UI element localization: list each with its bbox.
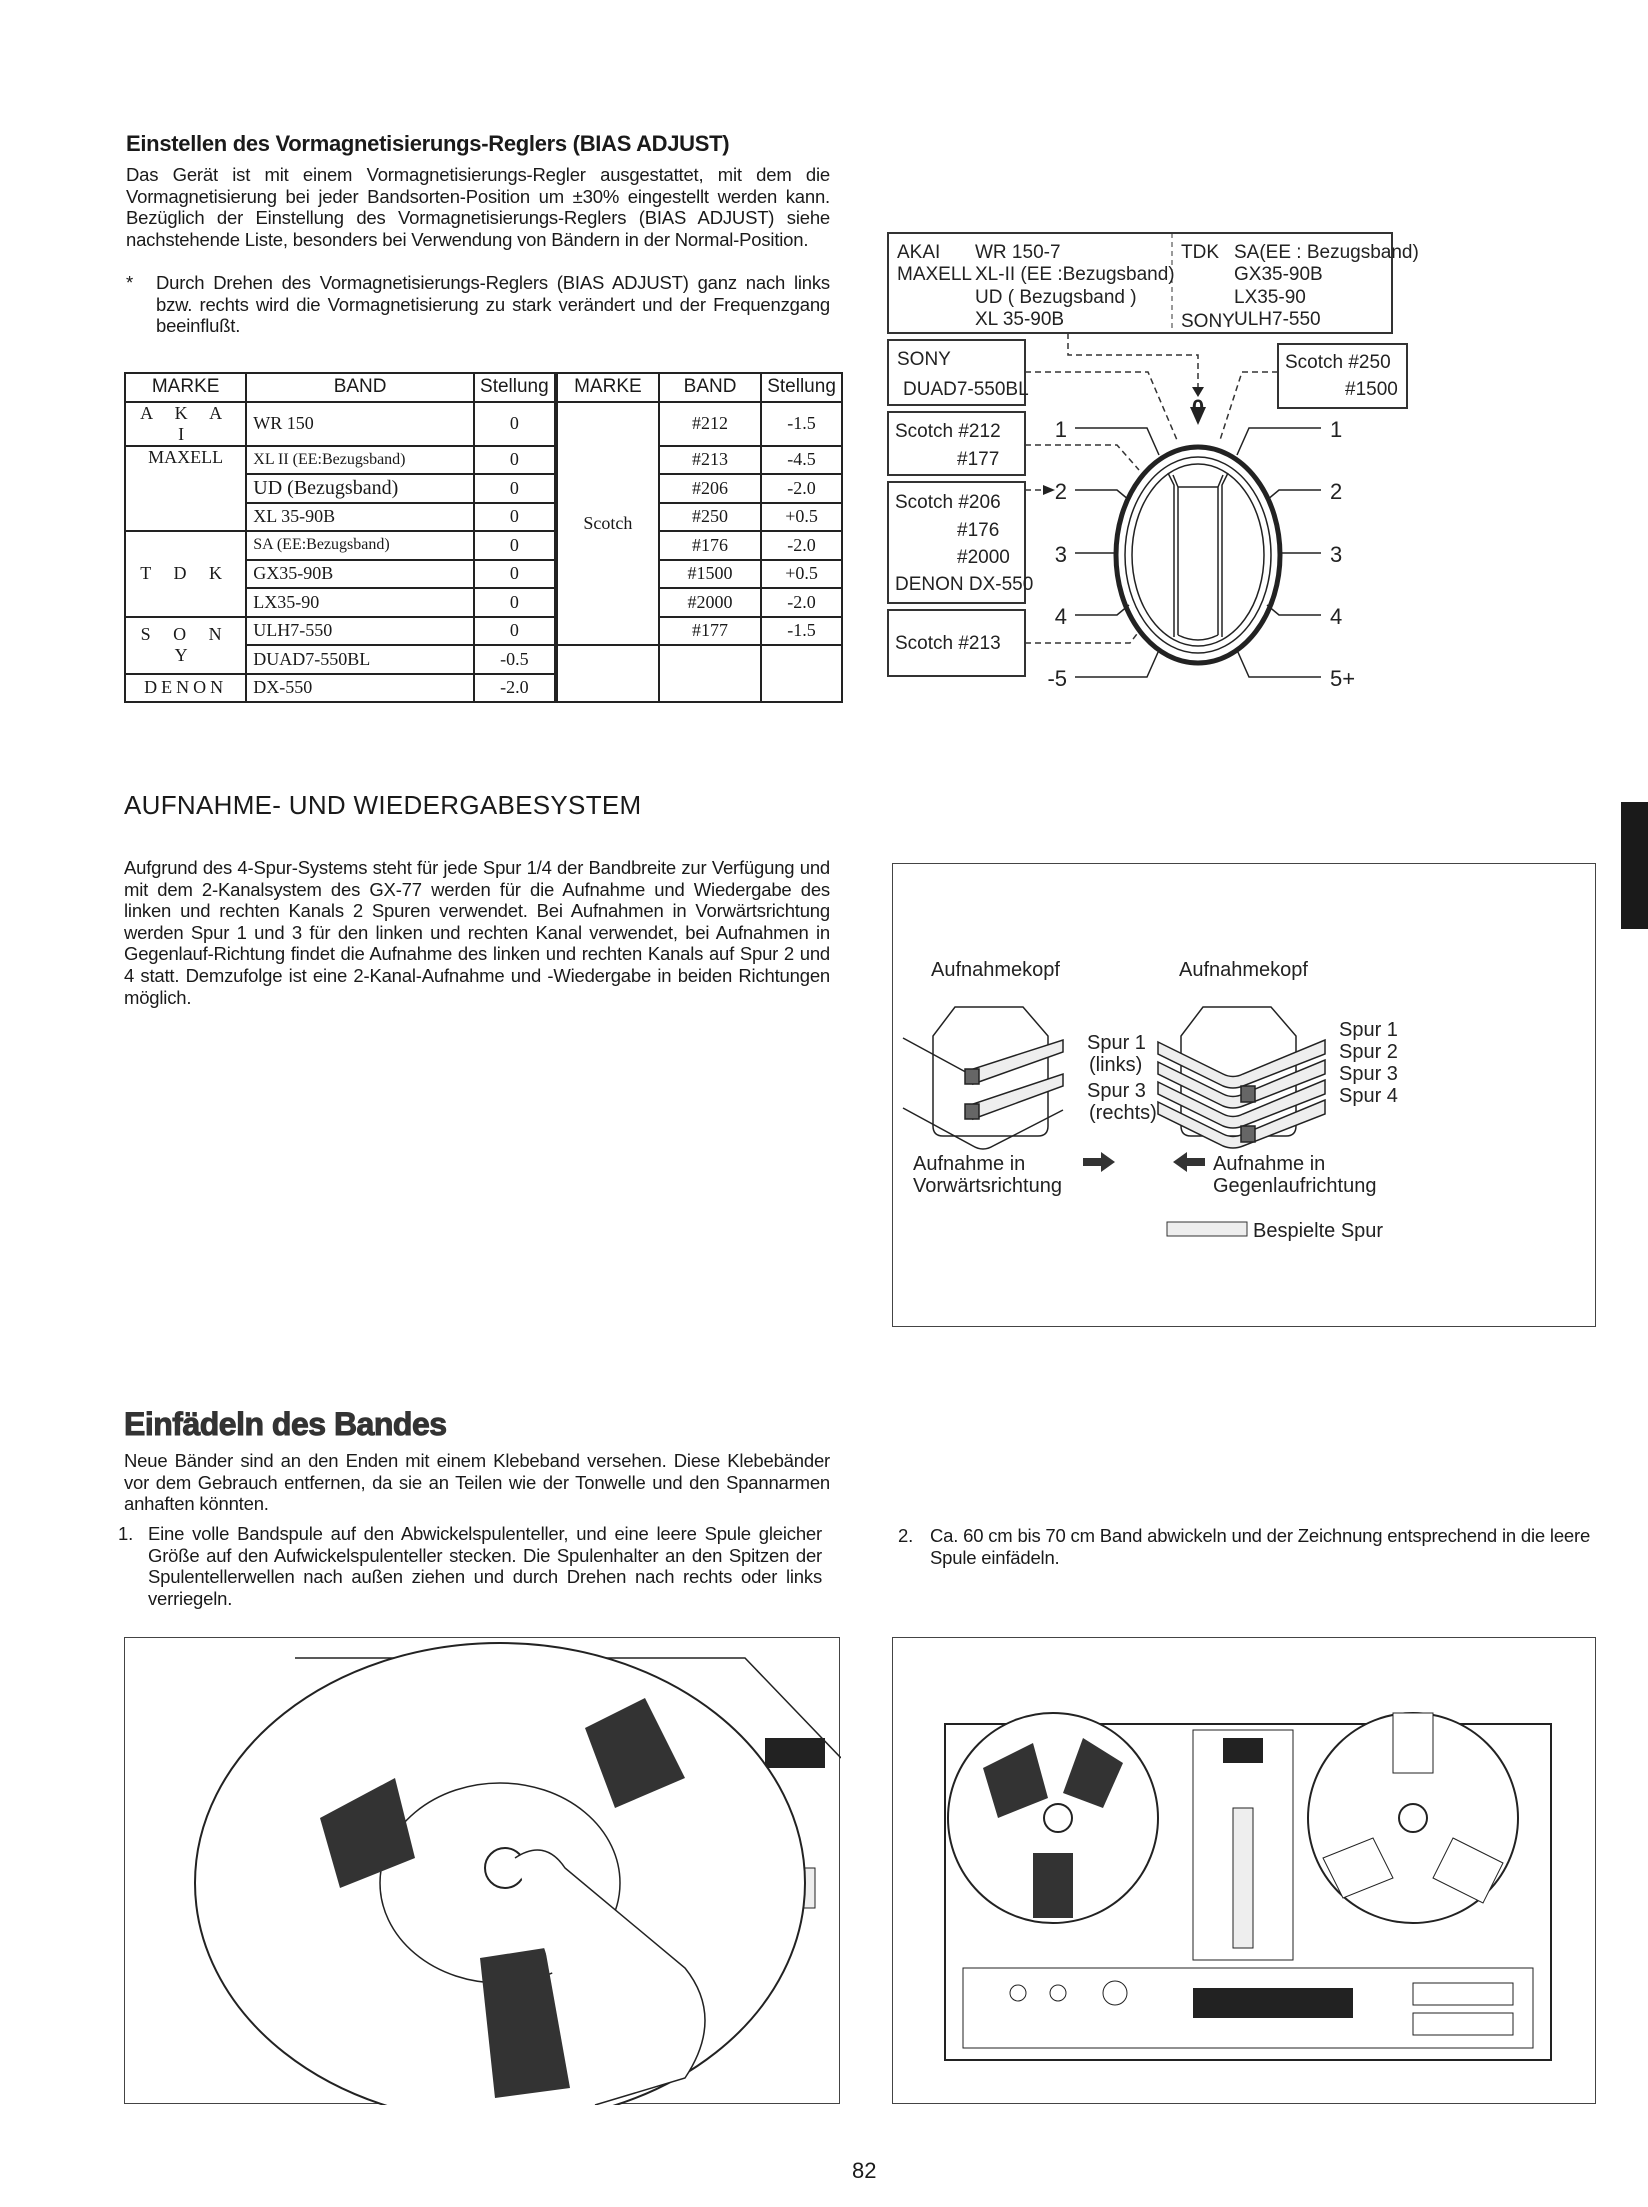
- scale-0: 0: [1191, 395, 1205, 420]
- band-cell: #206: [659, 474, 761, 503]
- arrow-right-icon: [1083, 1152, 1115, 1172]
- band-cell: XL II (EE:Bezugsband): [246, 446, 474, 475]
- value-cell: 0: [474, 503, 556, 532]
- scale-left-label: 2: [1054, 479, 1067, 504]
- threading-intro: Neue Bänder sind an den Enden mit einem Klebeband versehen. Diese Klebebänder vor dem Gebrauch entfernen, da sie an Teilen wie der Tonwelle und den Spannarmen anhaften könnten.: [124, 1450, 830, 1515]
- band-label: XL-II (EE :Bezugsband): [975, 264, 1175, 285]
- box-label: #177: [957, 449, 1000, 470]
- band-label: SA(EE : Bezugsband): [1234, 242, 1419, 263]
- box-label: SONY: [897, 349, 951, 370]
- scale-right-label: 4: [1330, 604, 1343, 629]
- track-label: Spur 3: [1087, 1080, 1146, 1102]
- table-row: [125, 617, 842, 646]
- band-cell: GX35-90B: [246, 560, 474, 589]
- bias-paragraph: Das Gerät ist mit einem Vormagnetisierungs-Regler ausgestattet, mit dem die Vormagnetisierung bei jeder Bandsorten-Position um ±30% eingestellt werden kann. Bezüglich der Einstellung des Vormagnetisierungs-Reglers (BIAS ADJUST) siehe nachstehende Liste, besonders bei Verwendung von Bändern in der Normal-Position.: [126, 164, 830, 250]
- brand-label: SONY: [1181, 311, 1235, 332]
- tape-head-diagram: [893, 864, 1597, 1328]
- value-cell: -2.0: [761, 588, 842, 617]
- band-cell: #177: [659, 617, 761, 646]
- value-cell: +0.5: [761, 503, 842, 532]
- track-label: (rechts): [1089, 1102, 1157, 1124]
- reel-mounting-illustration: [124, 1637, 840, 2104]
- value-cell: +0.5: [761, 560, 842, 589]
- band-label: UD ( Bezugsband ): [975, 287, 1137, 308]
- head-label: Aufnahmekopf: [1179, 959, 1308, 981]
- band-label: WR 150-7: [975, 242, 1061, 263]
- band-label: ULH7-550: [1234, 309, 1321, 330]
- brand-label: AKAI: [897, 242, 941, 263]
- band-cell: ULH7-550: [246, 617, 474, 646]
- band-cell: WR 150: [246, 402, 474, 446]
- scale-right-label: 5+: [1330, 666, 1356, 691]
- caption: Vorwärtsrichtung: [913, 1175, 1062, 1197]
- box-label: Scotch #213: [895, 633, 1001, 654]
- band-cell: UD (Bezugsband): [246, 474, 474, 503]
- brand-cell: T D K: [125, 531, 246, 617]
- band-cell: #176: [659, 531, 761, 560]
- brand-cell: MAXELL: [125, 446, 246, 532]
- track-label: Spur 4: [1339, 1085, 1398, 1107]
- box-label: Scotch #206: [895, 492, 1001, 513]
- band-cell: #2000: [659, 588, 761, 617]
- arrow-left-icon: [1173, 1152, 1205, 1172]
- value-cell: 0: [474, 446, 556, 475]
- head-diagram-frame: [892, 863, 1596, 1327]
- col-marke-2: MARKE: [556, 373, 659, 402]
- recording-head-left: [903, 1007, 1063, 1149]
- step-text: Eine volle Bandspule auf den Abwickelspulenteller, und eine leere Spule gleicher Größe auf den Aufwickelspulenteller stecken. Die Spulenhalter an den Spitzen der Spulentellerwellen nach außen ziehen und durch Drehen nach rechts oder links verriegeln.: [148, 1523, 822, 1609]
- recording-heading: AUFNAHME- UND WIEDERGABESYSTEM: [124, 790, 642, 820]
- empty-cell: [659, 645, 761, 702]
- tape-deck-illustration: [892, 1637, 1596, 2104]
- band-label: GX35-90B: [1234, 264, 1323, 285]
- value-cell: -2.0: [761, 531, 842, 560]
- box-label: #2000: [957, 547, 1010, 568]
- box-label: #176: [957, 520, 1000, 541]
- band-label: XL 35-90B: [975, 309, 1065, 330]
- value-cell: 0: [474, 531, 556, 560]
- table-row: [125, 531, 842, 560]
- track-label: (links): [1089, 1054, 1143, 1076]
- brand-cell: A K A I: [125, 402, 246, 446]
- step-text: Ca. 60 cm bis 70 cm Band abwickeln und der Zeichnung entsprechend in die leere Spule einfädeln.: [930, 1525, 1591, 1568]
- value-cell: 0: [474, 617, 556, 646]
- brand-cell: DENON: [125, 674, 246, 703]
- value-cell: -0.5: [474, 645, 556, 674]
- value-cell: -2.0: [761, 474, 842, 503]
- section-tab-marker: [1621, 802, 1648, 929]
- value-cell: 0: [474, 560, 556, 589]
- track-label: Spur 1: [1087, 1032, 1146, 1054]
- table-row: [125, 446, 842, 475]
- box-label: #1500: [1345, 379, 1398, 400]
- bias-note: Durch Drehen des Vormagnetisierungs-Reglers (BIAS ADJUST) ganz nach links bzw. rechts wird die Vormagnetisierung zu stark verändert und der Frequenzgang beeinflußt.: [156, 272, 830, 337]
- value-cell: -1.5: [761, 402, 842, 446]
- brand-label: TDK: [1181, 242, 1219, 263]
- box-label: Scotch #250: [1285, 352, 1391, 373]
- bias-heading: Einstellen des Vormagnetisierungs-Reglers (BIAS ADJUST): [126, 131, 730, 156]
- scale-right-label: 3: [1330, 542, 1343, 567]
- value-cell: 0: [474, 588, 556, 617]
- head-label: Aufnahmekopf: [931, 959, 1060, 981]
- step-number: 2.: [898, 1525, 914, 1546]
- value-cell: -4.5: [761, 446, 842, 475]
- value-cell: -2.0: [474, 674, 556, 703]
- note-marker: *: [126, 272, 133, 293]
- caption: Aufnahme in: [913, 1153, 1026, 1175]
- band-cell: #250: [659, 503, 761, 532]
- empty-cell: [556, 645, 659, 702]
- brand-label: MAXELL: [897, 264, 972, 285]
- band-cell: DUAD7-550BL: [246, 645, 474, 674]
- band-cell: #213: [659, 446, 761, 475]
- track-label: Spur 2: [1339, 1041, 1398, 1063]
- band-cell: #212: [659, 402, 761, 446]
- box-label: Scotch #212: [895, 421, 1001, 442]
- band-cell: SA (EE:Bezugsband): [246, 531, 474, 560]
- table-row: [125, 402, 842, 446]
- band-cell: DX-550: [246, 674, 474, 703]
- box-label: DUAD7-550BL: [903, 379, 1029, 400]
- caption: Gegenlaufrichtung: [1213, 1175, 1377, 1197]
- caption: Aufnahme in: [1213, 1153, 1326, 1175]
- dial-knob: [1116, 447, 1280, 663]
- value-cell: -1.5: [761, 617, 842, 646]
- legend-swatch: [1167, 1222, 1247, 1236]
- value-cell: 0: [474, 474, 556, 503]
- scale-left-label: 4: [1054, 604, 1067, 629]
- band-label: LX35-90: [1234, 287, 1306, 308]
- col-stellung: Stellung: [474, 373, 556, 402]
- scale-left-label: 3: [1054, 542, 1067, 567]
- col-stellung-2: Stellung: [761, 373, 842, 402]
- col-band-2: BAND: [659, 373, 761, 402]
- bias-dial-diagram: [885, 225, 1595, 695]
- empty-cell: [761, 645, 842, 702]
- brand-cell: S O N Y: [125, 617, 246, 674]
- legend-label: Bespielte Spur: [1253, 1220, 1384, 1242]
- band-cell: XL 35-90B: [246, 503, 474, 532]
- brand-cell-scotch: Scotch: [556, 402, 659, 646]
- col-marke: MARKE: [125, 373, 246, 402]
- track-label: Spur 3: [1339, 1063, 1398, 1085]
- step-number: 1.: [118, 1523, 134, 1544]
- scale-left-label: -5: [1047, 666, 1067, 691]
- recording-head-right: [1158, 1007, 1325, 1148]
- band-cell: #1500: [659, 560, 761, 589]
- scale-right-label: 2: [1330, 479, 1343, 504]
- value-cell: 0: [474, 402, 556, 446]
- band-cell: LX35-90: [246, 588, 474, 617]
- col-band: BAND: [246, 373, 474, 402]
- box-label: DENON DX-550: [895, 574, 1034, 595]
- scale-left-label: 1: [1054, 417, 1067, 442]
- page-number: 82: [852, 2158, 877, 2183]
- scale-right-label: 1: [1330, 417, 1343, 442]
- track-label: Spur 1: [1339, 1019, 1398, 1041]
- recording-paragraph: Aufgrund des 4-Spur-Systems steht für jede Spur 1/4 der Bandbreite zur Verfügung und mit dem 2-Kanalsystem des GX-77 werden für die Aufnahme und Wiedergabe des linken und rechten Kanals 2 Spuren verwendet. Bei Aufnahmen in Vorwärtsrichtung werden Spur 1 und 3 für den linken und rechten Kanal verwendet, bei Aufnahmen in Gegenlauf-Richtung findet die Aufnahme des linken und rechten Kanals auf Spur 2 und 4 statt. Demzufolge ist eine 2-Kanal-Aufnahme und -Wiedergabe in beiden Richtungen möglich.: [124, 857, 830, 1008]
- bias-table: [124, 372, 843, 703]
- threading-heading: Einfädeln des Bandes: [124, 1406, 447, 1442]
